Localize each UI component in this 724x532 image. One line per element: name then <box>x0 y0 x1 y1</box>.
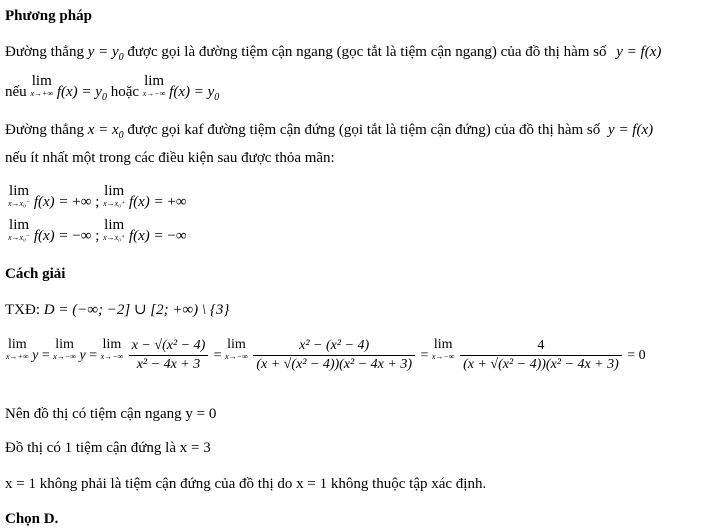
definition-text: được gọi là đường tiệm cận ngang (gọc tắt là tiệm cận ngang) của đồ thị hàm số <box>127 44 607 60</box>
solution-heading: Cách giải <box>5 266 66 282</box>
line-equation: $y = y_0$ <box>87 44 124 63</box>
vertical-asymptote-condition-intro: nếu ít nhất một trong các điều kiện sau được thỏa mãn: <box>5 150 335 166</box>
limit-operator: lim x→−∞ <box>431 337 455 361</box>
definition-text: được gọi kaf đường tiệm cận đứng (gọi tắt là tiệm cận đứng) của đồ thị hàm số <box>127 122 601 138</box>
limit-minus-infinity: lim x→−∞ <box>142 73 166 98</box>
limit-expression: $f(x) = y_0$ <box>56 84 107 103</box>
horizontal-asymptote-condition <box>5 74 219 101</box>
limit-operator: lim x→−∞ <box>53 337 76 361</box>
line-equation: $x = x_0$ <box>87 122 124 141</box>
fraction-1: $\frac{\text{x − √(x² − 4)}}{\text{x² − 4x + 3}}$ <box>129 338 209 373</box>
method-heading: Phương pháp <box>5 8 92 24</box>
or-word: hoặc <box>110 84 140 100</box>
function-notation: y = f(x) <box>616 44 662 60</box>
domain-label: TXĐ: <box>5 302 40 318</box>
domain-line <box>5 302 229 319</box>
answer: Chọn D. <box>5 511 59 527</box>
limit-right-x0: lim x→x₀⁺ <box>103 217 126 242</box>
limit-left-x0: lim x→x₀⁻ <box>8 217 31 242</box>
limit-expression: $f(x) = y_0$ <box>169 84 220 103</box>
result: = 0 <box>627 348 646 363</box>
condition-prefix: nếu <box>5 84 27 100</box>
horizontal-asymptote-definition <box>5 44 661 61</box>
vertical-asymptote-definition <box>5 122 653 139</box>
limit-operator: lim x→+∞ <box>6 337 29 361</box>
fraction-2: $\frac{\text{x² − (x² − 4)}}{\text{(x + √(x² − 4))(x² − 4x + 3)}}$ <box>253 338 415 373</box>
condition-row-negative: lim x→x₀⁻ f(x) = −∞ ; lim x→x₀⁺ f(x) = −∞ <box>8 217 187 244</box>
definition-intro: Đường thẳng <box>5 122 84 138</box>
limit-operator: lim x→−∞ <box>100 337 124 361</box>
limit-operator: lim x→−∞ <box>225 337 248 361</box>
limit-right-x0: lim x→x₀⁺ <box>103 183 126 208</box>
limit-computation: lim x→+∞ y = lim x→−∞ y = lim x→−∞ $\frac{\text{x − √(x² − 4)}}{\text{x² − 4x + 3}}$ = lim x→−∞ $\frac{\text{x² − (x² − 4)}}{\text{(x + √(x² − 4))(x² − 4x + 3)}}$ = lim x→−∞ $\frac{4}{\text{(x + √(x² − 4))(x² − 4x + 3)}}$ = 0 <box>6 337 646 373</box>
condition-row-positive: lim x→x₀⁻ f(x) = +∞ ; lim x→x₀⁺ f(x) = +∞ <box>8 183 187 210</box>
vertical-asymptote-conclusion: Đồ thị có 1 tiệm cận đứng là x = 3 <box>5 440 211 456</box>
definition-intro: Đường thẳng <box>5 44 84 60</box>
limit-left-x0: lim x→x₀⁻ <box>8 183 31 208</box>
horizontal-asymptote-conclusion: Nên đồ thị có tiệm cận ngang y = 0 <box>5 406 217 422</box>
fraction-3: $\frac{4}{\text{(x + √(x² − 4))(x² − 4x + 3)}}$ <box>460 338 622 373</box>
function-notation: y = f(x) <box>608 122 654 138</box>
x1-note: x = 1 không phải là tiệm cận đứng của đồ thị do x = 1 không thuộc tập xác định. <box>5 476 487 492</box>
domain-expression: D = (−∞; −2] ∪ [2; +∞) \ {3} <box>43 302 230 318</box>
limit-plus-infinity: lim x→+∞ <box>30 73 54 98</box>
